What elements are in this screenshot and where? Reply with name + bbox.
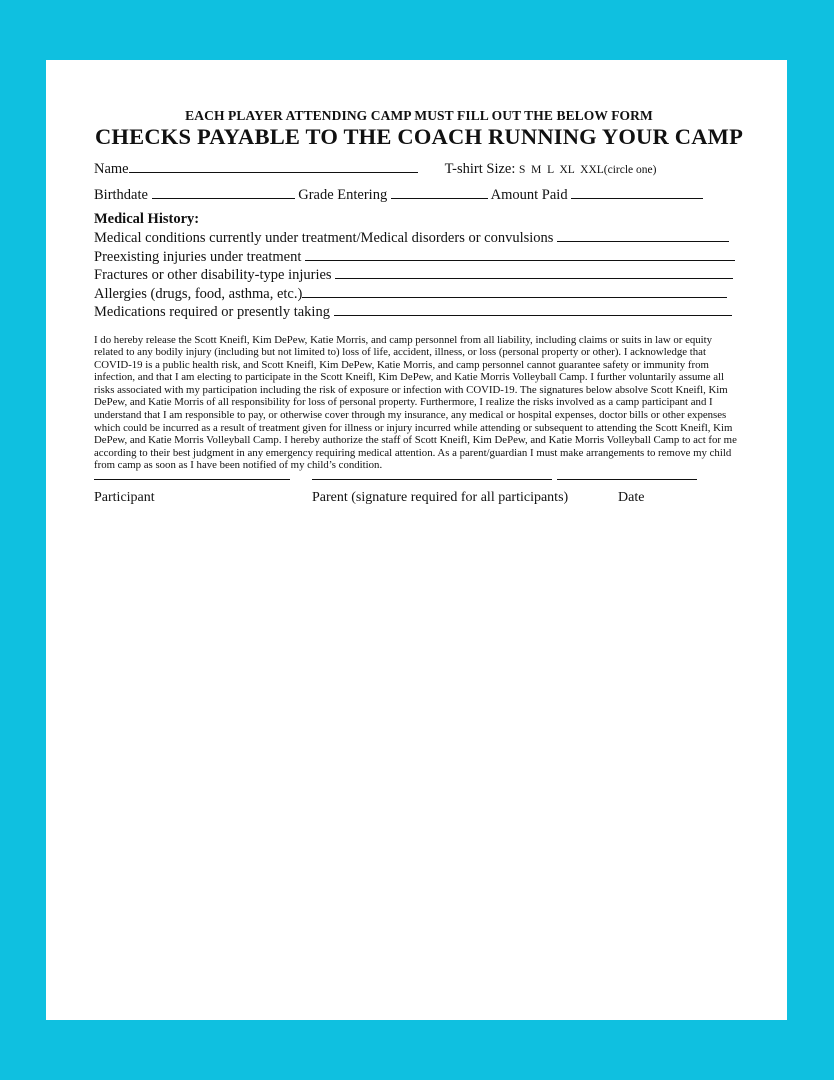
name-label: Name bbox=[94, 161, 129, 177]
medical-item-field[interactable] bbox=[302, 284, 727, 298]
amount-label: Amount Paid bbox=[490, 187, 568, 203]
medical-item bbox=[94, 302, 744, 321]
medical-item-field[interactable] bbox=[557, 228, 729, 242]
medical-item bbox=[94, 284, 744, 303]
grade-label: Grade Entering bbox=[298, 187, 388, 203]
medical-item-label: Medications required or presently taking bbox=[94, 304, 330, 320]
medical-item bbox=[94, 247, 744, 266]
birthdate-field[interactable] bbox=[152, 185, 295, 199]
tshirt-size-options[interactable]: S M L XL XXL bbox=[519, 164, 604, 176]
medical-item-field[interactable] bbox=[334, 302, 732, 316]
name-row bbox=[94, 159, 744, 180]
participant-signature-line[interactable] bbox=[94, 479, 290, 480]
release-waiver-text: I do hereby release the Scott Kneifl, Kim DePew, Katie Morris, and camp personnel from all liability, including claims or suits in law or equity related to any bodily injury (including but not limited to) loss of life, accident, illness, or loss (personal property or other). I acknowledge that COVID-19 is a public health risk, and Scott Kneifl, Kim DePew, Katie Morris, and camp personnel cannot guarantee safety or immunity from infection, and that I am electing to participate in the Scott Kneifl, Kim DePew, and Katie Morris Volleyball Camp. I further voluntarily assume all risks associated with my participation including the risk of exposure or infection with COVID-19. The signatures below absolve Scott Kneifl, Kim DePew, and Katie Morris of all responsibility for loss of personal property. Furthermore, I realize the risks involved as a camp participant and I understand that I am responsible to pay, or otherwise cover through my insurance, any medical or hospital expenses, doctor bills or other expenses which could be incurred as a result of treatment given for illness or injury incurred while attending or subsequent to attending the Scott Kneifl, Kim DePew, and Katie Morris Volleyball Camp. I hereby authorize the staff of Scott Kneifl, Kim DePew, and Katie Morris Volleyball Camp to act for me according to their best judgment in any emergency requiring medical attention. As a parent/guardian I must make arrangements to remove my child from camp as soon as I have been notified of my child’s condition. bbox=[94, 333, 737, 472]
parent-label: Parent (signature required for all participants) bbox=[312, 490, 569, 506]
medical-item-field[interactable] bbox=[335, 265, 733, 279]
birthdate-label: Birthdate bbox=[94, 187, 148, 203]
medical-item bbox=[94, 265, 744, 284]
signature-block bbox=[94, 475, 744, 511]
form-payment-heading: CHECKS PAYABLE TO THE COACH RUNNING YOUR CAMP bbox=[94, 124, 744, 149]
birthdate-row bbox=[94, 185, 744, 205]
form-instruction-heading: EACH PLAYER ATTENDING CAMP MUST FILL OUT THE BELOW FORM bbox=[185, 108, 653, 123]
form-page bbox=[46, 60, 787, 1020]
parent-signature-line[interactable] bbox=[312, 479, 552, 480]
medical-item-label: Allergies (drugs, food, asthma, etc.) bbox=[94, 285, 303, 302]
name-field[interactable] bbox=[129, 159, 418, 173]
amount-field[interactable] bbox=[571, 185, 703, 199]
form-content bbox=[94, 108, 744, 511]
medical-history-title: Medical History: bbox=[94, 211, 200, 227]
grade-field[interactable] bbox=[391, 185, 488, 199]
medical-item bbox=[94, 228, 744, 247]
medical-item-label: Fractures or other disability-type injuries bbox=[94, 267, 332, 283]
date-signature-line[interactable] bbox=[557, 479, 697, 480]
tshirt-note: (circle one) bbox=[603, 164, 657, 176]
medical-item-label: Preexisting injuries under treatment bbox=[94, 248, 302, 265]
date-label: Date bbox=[618, 490, 645, 506]
tshirt-label: T-shirt Size: bbox=[444, 161, 516, 177]
medical-item-field[interactable] bbox=[305, 247, 735, 261]
medical-item-label: Medical conditions currently under treatment/Medical disorders or convulsions bbox=[94, 230, 554, 246]
participant-label: Participant bbox=[94, 490, 155, 506]
